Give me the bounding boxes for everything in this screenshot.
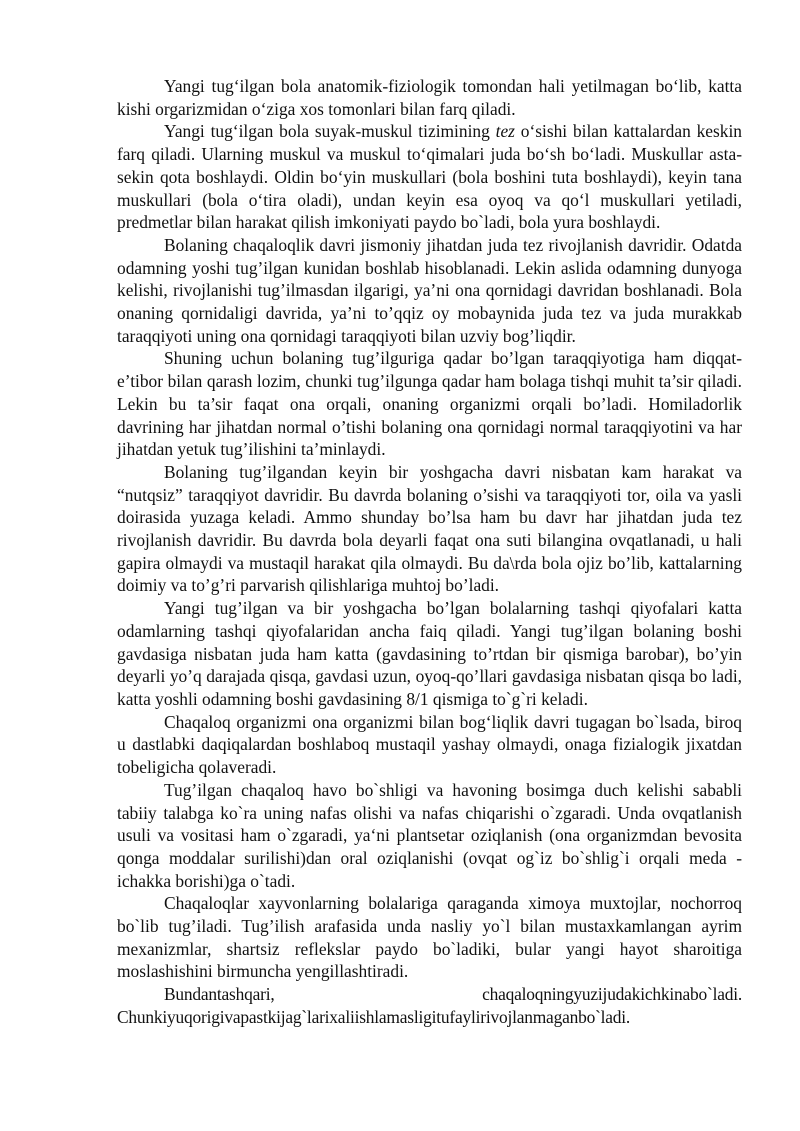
paragraph-2-text-b: o‘sishi bilan kattalardan keskin farq qiladi. Ularning muskul va muskul to‘qimalari juda bo‘sh bo‘ladi. Muskullar asta-sekin qota boshlaydi. Oldin bo‘yin muskullari (bola boshini tuta boshlaydi), keyin tana muskullari (bola o‘tira oladi), undan keyin esa oyoq va qo‘l muskullari yetiladi, predmetlar bilan harakat qilish imkoniyati paydo bo`ladi, bola yura boshlaydi. [117, 121, 742, 233]
paragraph-3-text: Bolaning chaqaloqlik davri jismoniy jihatdan juda tez rivojlanish davridir. Odatda odamning yoshi tug’ilgan kunidan boshlab hisoblanadi. Lekin aslida odamning dunyoga kelishi, rivojlanishi tug’ilmasdan ilgarigi, ya’ni ona qornidagi davridan boshlanadi. Bola onaning qornidaligi davrida, ya’ni to’qqiz oy mobaynida juda tez va juda murakkab taraqqiyoti uning ona qornidagi taraqqiyoti bilan uzviy bog’liqdir. [117, 234, 742, 346]
paragraph-3 [117, 234, 742, 348]
paragraph-9-text: Chaqaloqlar xayvonlarning bolalariga qaraganda ximoya muxtojlar, nochorroq bo`lib tug’iladi. Tug’ilish arafasida unda nasliy yo`l bilan mustaxkamlangan ayrim mexanizmlar, shartsiz reflekslar paydo bo`ladiki, bular yangi hayot sharoitiga moslashishini birmuncha yengillashtiradi. [117, 893, 742, 982]
paragraph-10-text: Bundantashqari, chaqaloqningyuzijudakichkinabo`ladi. Chunkiyuqorigivapastkijag`larixaliishlamasligitufaylirivojlanmaganbo`ladi. [117, 984, 742, 1027]
paragraph-6-text: Yangi tug’ilgan va bir yoshgacha bo’lgan bolalarning tashqi qiyofalari katta odamlarning tashqi qiyofalaridan ancha faiq qiladi. Yangi tug’ilgan bolaning boshi gavdasiga nisbatan juda ham katta (gavdasining to’rtdan bir qismiga barobar), bo’yin deyarli yo’q darajada qisqa, gavdasi uzun, oyoq-qo’llari gavdasiga nisbatan qisqa bo ladi, katta yoshli odamning boshi gavdasining 8/1 qismiga to`g`ri keladi. [117, 598, 742, 709]
paragraph-6 [117, 597, 742, 711]
paragraph-2-text-a: Yangi tug‘ilgan bola suyak-muskul tizimining [164, 121, 496, 142]
paragraph-1-text: Yangi tug‘ilgan bola anatomik-fiziologik tomondan hali yetilmagan bo‘lib, katta kishi orgarizmidan o‘ziga xos tomonlari bilan farq qiladi. [117, 76, 742, 119]
paragraph-9 [117, 892, 742, 983]
paragraph-4 [117, 347, 742, 461]
paragraph-2 [117, 120, 742, 234]
paragraph-4-text: Shuning uchun bolaning tug’ilguriga qadar bo’lgan taraqqiyotiga ham diqqat-e’tibor bilan qarash lozim, chunki tug’ilgunga qadar ham bolaga tishqi muhit ta’sir qiladi. Lekin bu ta’sir faqat ona orqali, onaning organizmi orqali bo’ladi. Homiladorlik davrining har jihatdan normal o’tishi bolaning ona qornidagi normal taraqqiyotini va har jihatdan yetuk tug’ilishini ta’minlaydi. [117, 348, 742, 460]
paragraph-8-text: Tug’ilgan chaqaloq havo bo`shligi va havoning bosimga duch kelishi sababli tabiiy talabga ko`ra uning nafas olishi va nafas chiqarishi o`zgaradi. Unda ovqatlanish usuli va vositasi ham o`zgaradi, ya‘ni plantsetar oziqlanish (ona organizmdan bevosita qonga moddalar surilishi)dan oral oziqlanishi (ovqat og`iz bo`shlig`i orqali meda - ichakka borishi)ga o`tadi. [117, 779, 742, 891]
paragraph-8 [117, 779, 742, 893]
paragraph-7 [117, 711, 742, 779]
paragraph-2-italic-term: tez [495, 121, 515, 142]
paragraph-1 [117, 75, 742, 120]
paragraph-5 [117, 461, 742, 597]
paragraph-10 [117, 983, 742, 1028]
paragraph-5-text: Bolaning tug’ilgandan keyin bir yoshgacha davri nisbatan kam harakat va “nutqsiz” taraqqiyot davridir. Bu davrda bolaning o’sishi va taraqqiyoti tor, oila va yasli doirasida yuzaga keladi. Ammo shunday bo’lsa ham bu davr har jihatdan juda tez rivojlanish davridir. Bu davrda bola deyarli faqat ona suti bilangina ovqatlanadi, u hali gapira olmaydi va mustaqil harakat qila olmaydi. Bu da\rda bola ojiz bo’lib, kattalarning doimiy va to’g’ri parvarish qilishlariga muhtoj bo’ladi. [117, 461, 742, 596]
paragraph-7-text: Chaqaloq organizmi ona organizmi bilan bog‘liqlik davri tugagan bo`lsada, biroq u dastlabki daqiqalardan boshlaboq mustaqil yashay olmaydi, onaga fizialogik jixatdan tobeligicha qolaveradi. [117, 711, 742, 778]
